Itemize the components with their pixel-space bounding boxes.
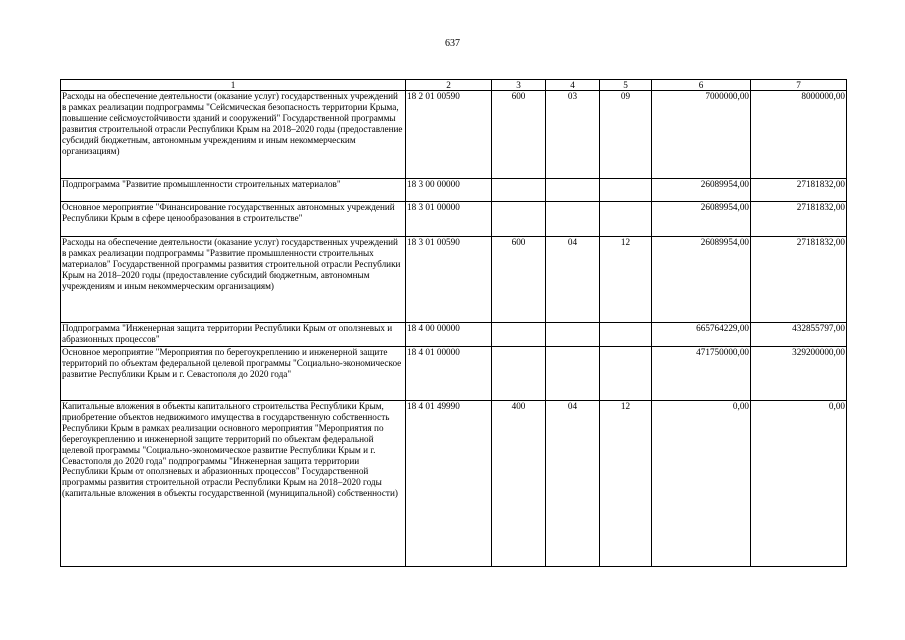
row-amount-2020: 329200000,00: [751, 347, 847, 401]
col-header-6: 6: [652, 80, 751, 91]
row-name: Расходы на обеспечение деятельности (оказание услуг) государственных учреждений в рамках реализации подпрограммы "Сейсмическая безопасность территории Крыма, повышение сейсмоустойчивости зданий и сооружений" Государственной программы развития строительной отрасли Республики Крым на 2018–2020 годы (предоставление субсидий бюджетным, автономным учреждениям и иным некоммерческим организациям): [61, 91, 406, 179]
col-header-4: 4: [546, 80, 600, 91]
row-name: Основное мероприятие "Финансирование государственных автономных учреждений Республики Крым в сфере ценообразования в строительстве": [61, 202, 406, 237]
col-header-1: 1: [61, 80, 406, 91]
row-pr: [600, 323, 652, 347]
row-vr: [492, 347, 546, 401]
row-name: Подпрограмма "Развитие промышленности строительных материалов": [61, 179, 406, 202]
row-vr: 600: [492, 237, 546, 323]
row-code: 18 4 01 00000: [406, 347, 492, 401]
row-vr: 400: [492, 401, 546, 567]
row-rz: 04: [546, 237, 600, 323]
row-amount-2019: 665764229,00: [652, 323, 751, 347]
row-vr: [492, 179, 546, 202]
row-name: Подпрограмма "Инженерная защита территории Республики Крым от оползневых и абразионных процессов": [61, 323, 406, 347]
row-amount-2020: 8000000,00: [751, 91, 847, 179]
row-pr: 12: [600, 237, 652, 323]
row-vr: [492, 202, 546, 237]
col-header-3: 3: [492, 80, 546, 91]
row-code: 18 4 01 49990: [406, 401, 492, 567]
table-row: [61, 323, 847, 347]
col-header-5: 5: [600, 80, 652, 91]
row-amount-2019: 26089954,00: [652, 202, 751, 237]
row-amount-2019: 471750000,00: [652, 347, 751, 401]
row-name: Основное мероприятие "Мероприятия по берегоукреплению и инженерной защите территорий по объектам федеральной целевой программы "Социально-экономическое развитие Республики Крым и г. Севастополя до 2020 года": [61, 347, 406, 401]
page-number: 637: [445, 38, 460, 49]
table-row: [61, 202, 847, 237]
row-rz: [546, 179, 600, 202]
row-pr: [600, 202, 652, 237]
row-name: Расходы на обеспечение деятельности (оказание услуг) государственных учреждений в рамках реализации подпрограммы "Развитие промышленности строительных материалов" Государственной программы развития строительной отрасли Республики Крым на 2018–2020 годы (предоставление субсидий бюджетным, автономным учреждениям и иным некоммерческим организациям): [61, 237, 406, 323]
row-amount-2019: 0,00: [652, 401, 751, 567]
row-rz: 04: [546, 401, 600, 567]
table-row: [61, 91, 847, 179]
table-row: [61, 179, 847, 202]
row-amount-2020: 432855797,00: [751, 323, 847, 347]
row-pr: [600, 347, 652, 401]
row-code: 18 3 01 00590: [406, 237, 492, 323]
row-amount-2020: 27181832,00: [751, 237, 847, 323]
row-rz: [546, 202, 600, 237]
row-rz: 03: [546, 91, 600, 179]
col-header-2: 2: [406, 80, 492, 91]
table-row: [61, 401, 847, 567]
row-amount-2019: 26089954,00: [652, 179, 751, 202]
row-pr: 09: [600, 91, 652, 179]
row-code: 18 2 01 00590: [406, 91, 492, 179]
row-code: 18 4 00 00000: [406, 323, 492, 347]
row-rz: [546, 323, 600, 347]
row-rz: [546, 347, 600, 401]
header-row: [61, 80, 847, 91]
row-amount-2020: 0,00: [751, 401, 847, 567]
row-vr: [492, 323, 546, 347]
row-vr: 600: [492, 91, 546, 179]
row-code: 18 3 01 00000: [406, 202, 492, 237]
row-pr: [600, 179, 652, 202]
col-header-7: 7: [751, 80, 847, 91]
table-row: [61, 237, 847, 323]
row-code: 18 3 00 00000: [406, 179, 492, 202]
budget-table: [60, 79, 847, 567]
row-amount-2019: 26089954,00: [652, 237, 751, 323]
row-name: Капитальные вложения в объекты капитального строительства Республики Крым, приобретение объектов недвижимого имущества в государственную собственность Республики Крым в рамках реализации основного мероприятия "Мероприятия по берегоукреплению и инженерной защите территорий по объектам федеральной целевой программы "Социально-экономическое развитие Республики Крым и г. Севастополя до 2020 года" подпрограммы "Инженерная защита территории Республики Крым от оползневых и абразионных процессов" Государственной программы развития строительной отрасли Республики Крым на 2018–2020 годы (капитальные вложения в объекты государственной (муниципальной) собственности): [61, 401, 406, 567]
table-row: [61, 347, 847, 401]
row-amount-2019: 7000000,00: [652, 91, 751, 179]
row-amount-2020: 27181832,00: [751, 202, 847, 237]
row-amount-2020: 27181832,00: [751, 179, 847, 202]
row-pr: 12: [600, 401, 652, 567]
